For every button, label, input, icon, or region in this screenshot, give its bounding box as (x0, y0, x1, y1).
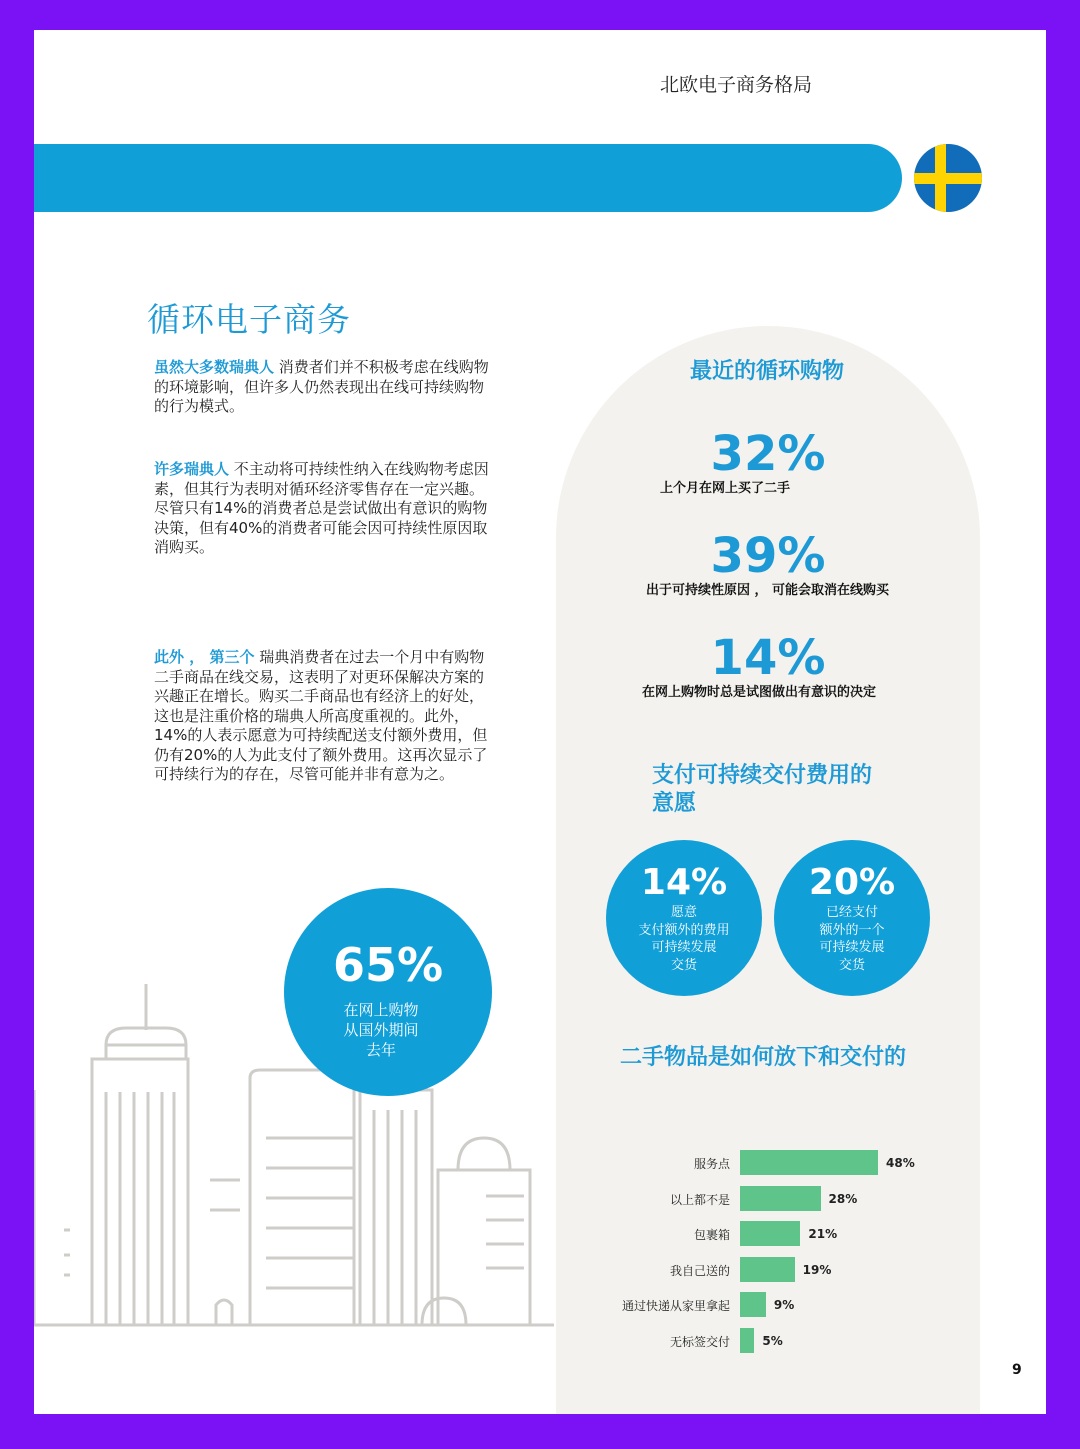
willingness-title: 支付可持续交付费用的意愿 (652, 763, 873, 816)
circular-shopping-panel (556, 326, 980, 1414)
bar (740, 1150, 878, 1175)
bar-value-label: 21% (808, 1227, 838, 1242)
stat-value-secondhand: 32% (710, 426, 826, 482)
bar-value-label: 48% (886, 1156, 915, 1170)
bar-label: 服务点 (693, 1157, 730, 1171)
stat-circle-abroad-label (306, 1000, 456, 1060)
bar-label: 通过快递从家里拿起 (621, 1299, 730, 1314)
sweden-flag-icon (914, 144, 982, 212)
stat-label-conscious: 在网上购物时总是试图做出有意识的决定 (642, 685, 877, 700)
stat-circle-willing-label (606, 904, 762, 974)
page-number: 9 (1012, 1362, 1022, 1378)
bar (740, 1257, 795, 1282)
stat-circle-willing-line4: 交货 (670, 957, 697, 973)
paragraph-2-highlight: 许多瑞典人 (154, 460, 230, 478)
report-page (34, 30, 1046, 1414)
paragraph-1-highlight: 虽然大多数瑞典人 (154, 358, 275, 376)
header-banner (34, 144, 902, 212)
stat-value-cancel: 39% (710, 528, 826, 584)
stat-value-conscious: 14% (710, 630, 826, 686)
stat-circle-paid-line1: 已经支付 (825, 905, 878, 920)
stat-circle-paid-line2: 额外的一个 (819, 922, 885, 938)
stat-label-secondhand: 上个月在网上买了二手 (660, 481, 791, 496)
paragraph-3-text: 瑞典消费者在过去一个月中有购物二手商品在线交易，这表明了对更环保解决方案的兴趣正在增长。购买二手商品也有经济上的好处，这也是注重价格的瑞典人所高度重视的。此外，14%的人表示愿意为可持续配送支付额外费用，但仍有20%的人为此支付了额外费用。这再次显示了可持续行为的存在，尽管可能并非有意为之。 (154, 648, 488, 783)
bar (740, 1186, 821, 1211)
paragraph-2-text: 不主动将可持续性纳入在线购物考虑因素，但其行为表明对循环经济零售存在一定兴趣。尽管只有14%的消费者总是尝试做出有意识的购物决策，但有40%的消费者可能会因可持续性原因取消购买。 (154, 460, 489, 556)
bar-value-label: 9% (773, 1298, 795, 1313)
bar (740, 1328, 754, 1353)
bar-value-label: 28% (828, 1191, 858, 1206)
paragraph-3 (154, 648, 494, 785)
stat-circle-willing-line1: 愿意 (670, 905, 697, 920)
stat-label-cancel: 出于可持续性原因 ， 可能会取消在线购买 (646, 583, 890, 598)
paragraph-3-highlight: 此外 ， 第三个 (154, 648, 255, 666)
stat-circle-abroad-line2: 从国外期间 (343, 1021, 419, 1039)
stat-circle-willing-value: 14% (640, 862, 728, 903)
bar (740, 1292, 766, 1317)
stat-circle-willing (606, 840, 762, 996)
stat-circle-abroad-value: 65% (332, 938, 444, 992)
stat-circle-abroad (284, 888, 492, 1096)
stat-circle-willing-line3: 可持续发展 (651, 940, 717, 955)
bar-label: 无标签交付 (669, 1335, 730, 1349)
paragraph-1-text: 消费者们并不积极考虑在线购物的环境影响，但许多人仍然表现出在线可持续购物的行为模式。 (154, 358, 489, 415)
stat-circle-paid-value: 20% (808, 862, 896, 903)
stat-circle-abroad-line3: 去年 (365, 1041, 396, 1059)
chart-title: 二手物品是如何放下和交付的 (620, 1045, 907, 1070)
section-title: 循环电子商务 (147, 300, 351, 339)
bar-value-label: 5% (762, 1334, 783, 1348)
stat-circle-abroad-line1: 在网上购物 (343, 1001, 419, 1019)
stat-circle-paid-line3: 可持续发展 (819, 940, 885, 955)
stat-circle-paid (774, 840, 930, 996)
stat-circle-willing-line2: 支付额外的费用 (638, 922, 730, 938)
bar-label: 包裹箱 (693, 1228, 730, 1243)
panel-title: 最近的循环购物 (690, 359, 845, 384)
stat-circle-paid-line4: 交货 (838, 957, 865, 973)
report-header-title: 北欧电子商务格局 (660, 74, 813, 96)
bar (740, 1221, 800, 1246)
paragraph-2 (154, 460, 494, 558)
paragraph-1 (154, 358, 494, 417)
bar-value-label: 19% (802, 1262, 832, 1277)
stat-circle-paid-label (774, 904, 930, 974)
bar-label: 我自己送的 (669, 1263, 730, 1278)
bar-label: 以上都不是 (669, 1192, 730, 1207)
